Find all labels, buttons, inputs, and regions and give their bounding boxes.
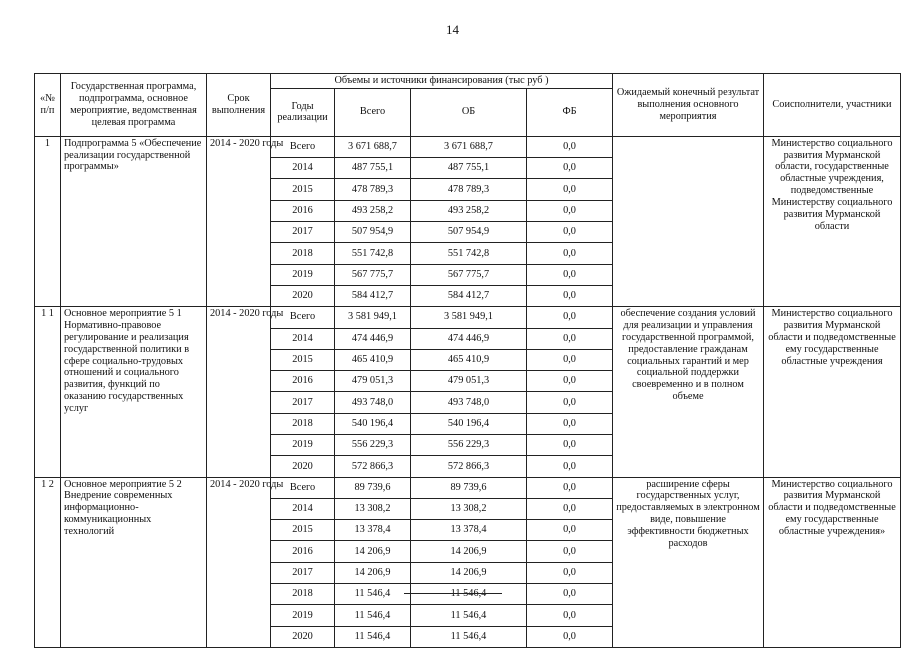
year-cell: 2017 [271, 392, 335, 413]
fb-cell: 0,0 [527, 498, 613, 519]
ob-cell: 11 546,4 [411, 584, 527, 605]
total-cell: 465 410,9 [335, 349, 411, 370]
fb-cell: 0,0 [527, 392, 613, 413]
year-cell: 2018 [271, 584, 335, 605]
partners-cell: Министерство социального развития Мурманской области, государственные областные учреждения, подведомственные Министерству социального развития Мурманской области [764, 136, 901, 306]
row-number: 1 2 [35, 477, 61, 647]
total-cell: 11 546,4 [335, 605, 411, 626]
year-cell: Всего [271, 307, 335, 328]
fb-cell: 0,0 [527, 349, 613, 370]
year-cell: 2016 [271, 371, 335, 392]
year-cell: 2016 [271, 200, 335, 221]
year-cell: 2020 [271, 456, 335, 477]
table-body [35, 136, 901, 647]
year-cell: 2015 [271, 520, 335, 541]
result-cell: обеспечение создания условий для реализации и управления государственной программой, предоставление гражданам социальных гарантий и мер социальной поддержки своевременно и в полном объеме [613, 307, 764, 477]
ob-cell: 3 581 949,1 [411, 307, 527, 328]
ob-cell: 507 954,9 [411, 222, 527, 243]
ob-cell: 487 755,1 [411, 158, 527, 179]
header-num: «№ п/п [35, 74, 61, 137]
fb-cell: 0,0 [527, 158, 613, 179]
partners-cell: Министерство социального развития Мурманской области и подведомственные ему государственные областные учреждения [764, 307, 901, 477]
total-cell: 540 196,4 [335, 413, 411, 434]
ob-cell: 14 206,9 [411, 562, 527, 583]
total-cell: 13 378,4 [335, 520, 411, 541]
header-ob: ОБ [411, 88, 527, 136]
total-cell: 3 671 688,7 [335, 136, 411, 157]
ob-cell: 478 789,3 [411, 179, 527, 200]
year-cell: Всего [271, 477, 335, 498]
total-cell: 556 229,3 [335, 434, 411, 455]
fb-cell: 0,0 [527, 477, 613, 498]
fb-cell: 0,0 [527, 562, 613, 583]
ob-cell: 551 742,8 [411, 243, 527, 264]
total-cell: 3 581 949,1 [335, 307, 411, 328]
total-cell: 11 546,4 [335, 626, 411, 647]
total-cell: 479 051,3 [335, 371, 411, 392]
total-cell: 493 258,2 [335, 200, 411, 221]
program-name: Подпрограмма 5 «Обеспечение реализации государственной программы» [61, 136, 207, 306]
year-cell: 2020 [271, 285, 335, 306]
partners-cell: Министерство социального развития Мурманской области и подведомственные ему государственные областные учреждения» [764, 477, 901, 647]
total-cell: 11 546,4 [335, 584, 411, 605]
total-cell: 14 206,9 [335, 541, 411, 562]
ob-cell: 584 412,7 [411, 285, 527, 306]
row-number: 1 [35, 136, 61, 306]
ob-cell: 13 378,4 [411, 520, 527, 541]
fb-cell: 0,0 [527, 179, 613, 200]
year-cell: 2015 [271, 349, 335, 370]
year-cell: 2018 [271, 243, 335, 264]
ob-cell: 89 739,6 [411, 477, 527, 498]
year-cell: 2014 [271, 158, 335, 179]
header-program: Государственная программа, подпрограмма, основное мероприятие, ведомственная целевая программа [61, 74, 207, 137]
fb-cell: 0,0 [527, 307, 613, 328]
fb-cell: 0,0 [527, 264, 613, 285]
year-cell: Всего [271, 136, 335, 157]
ob-cell: 479 051,3 [411, 371, 527, 392]
fb-cell: 0,0 [527, 222, 613, 243]
year-cell: 2019 [271, 264, 335, 285]
program-name: Основное мероприятие 5 2 Внедрение современных информационно-коммуникационных технологий [61, 477, 207, 647]
header-total: Всего [335, 88, 411, 136]
table-row [35, 136, 901, 157]
total-cell: 478 789,3 [335, 179, 411, 200]
ob-cell: 556 229,3 [411, 434, 527, 455]
year-cell: 2019 [271, 605, 335, 626]
year-cell: 2020 [271, 626, 335, 647]
fb-cell: 0,0 [527, 584, 613, 605]
table-row [35, 307, 901, 328]
year-cell: 2017 [271, 562, 335, 583]
page-number: 14 [446, 22, 459, 37]
result-cell [613, 136, 764, 306]
total-cell: 572 866,3 [335, 456, 411, 477]
fb-cell: 0,0 [527, 200, 613, 221]
header-fb: ФБ [527, 88, 613, 136]
header-result: Ожидаемый конечный результат выполнения основного мероприятия [613, 74, 764, 137]
total-cell: 13 308,2 [335, 498, 411, 519]
ob-cell: 567 775,7 [411, 264, 527, 285]
ob-cell: 3 671 688,7 [411, 136, 527, 157]
year-cell: 2014 [271, 328, 335, 349]
total-cell: 487 755,1 [335, 158, 411, 179]
total-cell: 493 748,0 [335, 392, 411, 413]
year-cell: 2014 [271, 498, 335, 519]
ob-cell: 11 546,4 [411, 605, 527, 626]
fb-cell: 0,0 [527, 605, 613, 626]
year-cell: 2017 [271, 222, 335, 243]
ob-cell: 493 258,2 [411, 200, 527, 221]
ob-cell: 474 446,9 [411, 328, 527, 349]
header-partners: Соисполнители, участники [764, 74, 901, 137]
fb-cell: 0,0 [527, 285, 613, 306]
year-cell: 2015 [271, 179, 335, 200]
fb-cell: 0,0 [527, 626, 613, 647]
term-cell: 2014 - 2020 годы [207, 136, 271, 306]
result-cell: расширение сферы государственных услуг, предоставляемых в электронном виде, повышение эффективности бюджетных расходов [613, 477, 764, 647]
footnote-divider [404, 593, 502, 594]
fb-cell: 0,0 [527, 520, 613, 541]
term-cell: 2014 - 2020 годы [207, 477, 271, 647]
fb-cell: 0,0 [527, 371, 613, 392]
ob-cell: 11 546,4 [411, 626, 527, 647]
ob-cell: 572 866,3 [411, 456, 527, 477]
fb-cell: 0,0 [527, 434, 613, 455]
ob-cell: 13 308,2 [411, 498, 527, 519]
total-cell: 567 775,7 [335, 264, 411, 285]
header-financing: Объемы и источники финансирования (тыс руб ) [271, 74, 613, 89]
header-years: Годы реализации [271, 88, 335, 136]
year-cell: 2016 [271, 541, 335, 562]
total-cell: 14 206,9 [335, 562, 411, 583]
row-number: 1 1 [35, 307, 61, 477]
header-term: Срок выполнения [207, 74, 271, 137]
year-cell: 2019 [271, 434, 335, 455]
total-cell: 584 412,7 [335, 285, 411, 306]
program-name: Основное мероприятие 5 1 Нормативно-правовое регулирование и реализация государственной политики в сфере социально-трудовых отношений и социального развития, функций по оказанию государственных услуг [61, 307, 207, 477]
financing-table [34, 73, 901, 648]
total-cell: 551 742,8 [335, 243, 411, 264]
term-cell: 2014 - 2020 годы [207, 307, 271, 477]
fb-cell: 0,0 [527, 541, 613, 562]
fb-cell: 0,0 [527, 328, 613, 349]
year-cell: 2018 [271, 413, 335, 434]
ob-cell: 540 196,4 [411, 413, 527, 434]
ob-cell: 14 206,9 [411, 541, 527, 562]
fb-cell: 0,0 [527, 413, 613, 434]
ob-cell: 493 748,0 [411, 392, 527, 413]
table-row [35, 477, 901, 498]
fb-cell: 0,0 [527, 456, 613, 477]
total-cell: 507 954,9 [335, 222, 411, 243]
ob-cell: 465 410,9 [411, 349, 527, 370]
total-cell: 89 739,6 [335, 477, 411, 498]
total-cell: 474 446,9 [335, 328, 411, 349]
fb-cell: 0,0 [527, 243, 613, 264]
fb-cell: 0,0 [527, 136, 613, 157]
